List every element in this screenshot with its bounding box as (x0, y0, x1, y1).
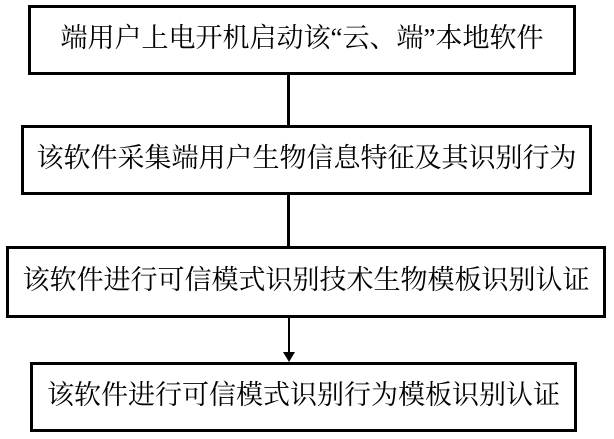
flow-step-4-label: 该软件进行可信模式识别行为模板识别认证 (47, 379, 560, 410)
arrowhead-down-icon (283, 352, 295, 362)
flow-step-3-box (6, 246, 606, 318)
flow-step-4-box (30, 362, 577, 432)
flow-step-2-box (21, 125, 592, 195)
flow-step-2-label: 该软件采集端用户生物信息特征及其识别行为 (36, 142, 577, 173)
connector-line-1 (287, 74, 290, 126)
flow-step-1-label: 端用户上电开机启动该“云、端”本地软件 (60, 22, 544, 53)
flow-step-3-label: 该软件进行可信模式识别技术生物模板识别认证 (22, 264, 590, 295)
connector-line-2 (287, 194, 290, 247)
flow-step-1-box (28, 5, 576, 75)
connector-line-3 (288, 317, 290, 355)
